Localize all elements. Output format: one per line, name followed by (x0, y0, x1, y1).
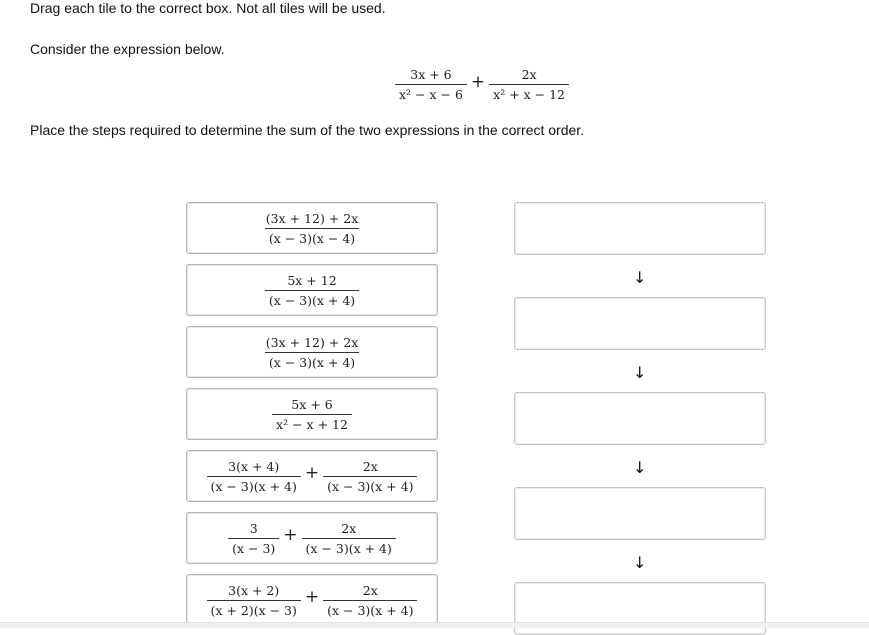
drop-box-1[interactable] (514, 202, 766, 255)
tile-right-fraction (302, 521, 396, 556)
fraction-numerator: 3(x + 4) (228, 458, 280, 474)
tile-left-fraction (228, 521, 279, 556)
consider-instruction: Consider the expression below. (30, 41, 225, 57)
fraction-numerator: 3(x + 2) (228, 582, 280, 598)
down-arrow-icon: ↓ (633, 458, 647, 477)
fraction-denominator: (x − 3)(x + 4) (302, 538, 396, 556)
tile-2[interactable] (186, 264, 438, 316)
tile-fraction (272, 397, 352, 432)
tile-3[interactable] (186, 326, 438, 378)
drop-box-4[interactable] (514, 487, 766, 540)
fraction-numerator: 3x + 6 (410, 67, 452, 82)
fraction-numerator: 2x (362, 458, 378, 474)
down-arrow-icon: ↓ (633, 268, 647, 287)
down-arrow-icon: ↓ (633, 363, 647, 382)
plus-operator: + (470, 71, 486, 92)
fraction-numerator: 2x (362, 582, 378, 598)
fraction-numerator: 2x (341, 520, 357, 536)
bottom-strip (0, 622, 869, 628)
tile-fraction (262, 335, 363, 370)
fraction-numerator: (3x + 12) + 2x (265, 334, 359, 350)
fraction-denominator: x² − x − 6 (395, 84, 467, 102)
fraction-denominator: (x − 3) (228, 538, 279, 556)
tile-5[interactable] (186, 450, 438, 502)
fraction-numerator: 5x + 6 (291, 396, 333, 412)
fraction-numerator: 2x (521, 67, 537, 82)
fraction-denominator: x² − x + 12 (272, 414, 352, 432)
drag-instruction: Drag each tile to the correct box. Not all tiles will be used. (30, 0, 386, 16)
tile-fraction (262, 211, 363, 246)
tile-fraction (265, 273, 359, 308)
fraction-denominator: (x − 3)(x + 4) (323, 600, 417, 618)
tile-left-fraction (207, 583, 301, 618)
fraction-numerator: 3 (249, 520, 258, 536)
fraction-denominator: x² + x − 12 (489, 84, 569, 102)
given-expression (395, 67, 569, 102)
drop-box-2[interactable] (514, 297, 766, 350)
tile-left-fraction (207, 459, 301, 494)
tile-1[interactable] (186, 202, 438, 254)
drop-box-3[interactable] (514, 392, 766, 445)
down-arrow-icon: ↓ (633, 553, 647, 572)
fraction-denominator: (x − 3)(x + 4) (265, 290, 359, 308)
fraction-denominator: (x − 3)(x − 4) (265, 228, 359, 246)
fraction-denominator: (x + 2)(x − 3) (207, 600, 301, 618)
fraction-denominator: (x − 3)(x + 4) (207, 476, 301, 494)
fraction-denominator: (x − 3)(x + 4) (323, 476, 417, 494)
expression-left-fraction (395, 67, 467, 102)
plus-operator: + (304, 463, 320, 483)
tile-4[interactable] (186, 388, 438, 440)
plus-operator: + (283, 525, 298, 545)
plus-operator: + (304, 587, 320, 607)
tile-6[interactable] (186, 512, 438, 564)
tile-right-fraction (323, 583, 417, 618)
fraction-denominator: (x − 3)(x + 4) (265, 352, 359, 370)
tile-7[interactable] (186, 574, 438, 626)
place-instruction: Place the steps required to determine the sum of the two expressions in the correct order. (30, 122, 585, 138)
tile-right-fraction (323, 459, 417, 494)
expression-right-fraction (489, 67, 569, 102)
fraction-numerator: (3x + 12) + 2x (265, 210, 359, 226)
fraction-numerator: 5x + 12 (287, 272, 337, 288)
